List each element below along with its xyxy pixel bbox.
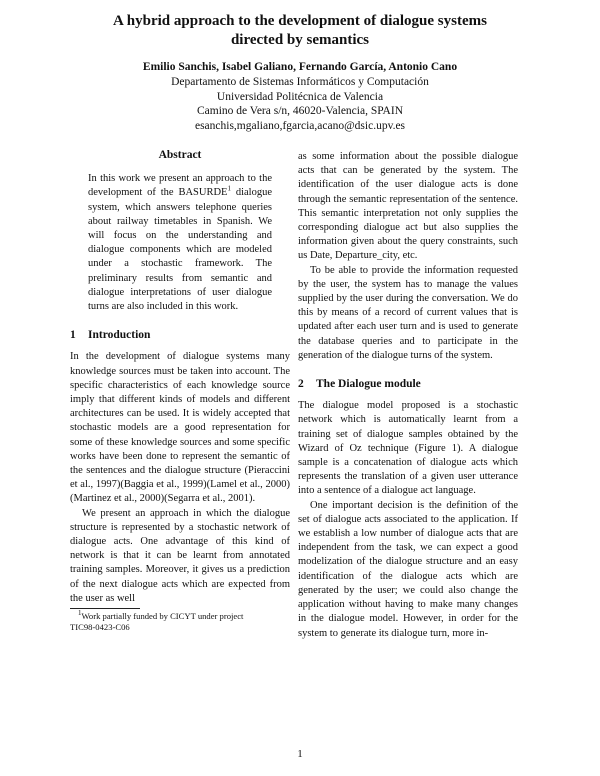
intro-section-title: Introduction	[88, 329, 151, 342]
page-number: 1	[297, 748, 303, 760]
footnote-line-2: TIC98-0423-C06	[70, 622, 130, 633]
dialogue-paragraph-1: The dialogue model proposed is a stochastic network which is automatically learnt from a training set of dialogue samples obtained by the Wizard of Oz technique (Figure 1). A dialogue sample is a concatenation of dialogue acts which represents the translation of a given user utterance into a sentence of a dialogue act language.	[298, 400, 518, 497]
footnote-mark: 1	[78, 609, 82, 618]
paper-title	[60, 12, 540, 50]
intro-heading	[70, 328, 290, 342]
dialogue-section-title: The Dialogue module	[316, 378, 421, 391]
affiliation-address: Camino de Vera s/n, 46020-Valencia, SPAIN	[196, 105, 404, 117]
affiliation-department: Departamento de Sistemas Informáticos y Computación	[171, 76, 429, 88]
abstract-text-start: In this work we present an approach to the development of the BASURDE	[88, 173, 272, 199]
abstract-text-end: dialogue system, which answers telephone queries about railway timetables in Spanish. We will focus on the understanding and dialogue components which are modeled under a stochastic framework. The preliminary results from semantic and dialogue interpretations of user dialogue turns are also included in this work.	[88, 187, 272, 313]
affiliation-university: Universidad Politécnica de Valencia	[216, 90, 384, 103]
intro-paragraph-2: We present an approach in which the dialogue structure is represented by a stochastic network of dialogue acts. One advantage of this kind of network is that it can be learnt from annotated training samples. Moreover, it gives us a prediction of the next dialogue acts which are expected from the user as well	[70, 507, 290, 604]
footnote	[70, 611, 290, 633]
dialogue-paragraph-2: One important decision is the definition of the set of dialogue acts associated to the application. If we establish a low number of dialogue acts that are independent from the task, we can expect a good modelization of the dialogue structure and an easy identification of the dialogue acts which are generated by the user; we could also change the application without having to make many changes in the dialogue model. However, in order for the system to generate its dialogue turn, more in-	[298, 499, 518, 639]
affiliation-block	[60, 75, 540, 133]
intro-paragraph-continued: as some information about the possible dialogue acts that can be generated by the system. The identification of the user dialogue acts is done through the semantic representation of the sentence. This semantic interpretation not only supplies the corresponding dialogue act but also supplies the information given about the query constraints, such us Date, Departure_city, etc.	[298, 151, 518, 262]
dialogue-module-heading	[298, 377, 518, 391]
author-list: Emilio Sanchis, Isabel Galiano, Fernando García, Antonio Cano	[142, 61, 458, 73]
abstract-footnote-mark: 1	[227, 184, 231, 193]
affiliation-emails: esanchis,mgaliano,fgarcia,acano@dsic.upv.es	[194, 119, 406, 132]
footnote-line-1: Work partially funded by CICYT under project	[81, 611, 244, 622]
right-column	[298, 150, 518, 641]
title-line-2: directed by semantics	[230, 32, 370, 48]
title-line-1: A hybrid approach to the development of dialogue systems	[113, 13, 487, 29]
intro-section-number: 1	[70, 329, 76, 342]
dialogue-section-number: 2	[298, 378, 304, 391]
abstract-text	[70, 172, 290, 314]
intro-paragraph-1: In the development of dialogue systems many knowledge sources must be taken into account. The specific characteristics of each knowledge source imply that different kinds of models and different architectures can be used. It is widely accepted that stochastic models are a good representation for some of these knowledge sources and some specific works have been done to represent the semantic of the sentences and the dialogue structure (Pieraccini et al., 1997)(Baggia et al., 1999)(Lamel et al., 2000)(Martinez et al., 2000)(Segarra et al., 2001).	[70, 351, 290, 505]
left-column	[70, 148, 290, 633]
intro-paragraph-3: To be able to provide the information requested by the user, the system has to manage the values supplied by the user during the conversation. We do this by means of a record of current values that is updated after each user turn and is used to generate the database queries and to participate in the generation of the dialogue turns of the system.	[298, 264, 518, 361]
abstract-heading: Abstract	[158, 149, 202, 161]
